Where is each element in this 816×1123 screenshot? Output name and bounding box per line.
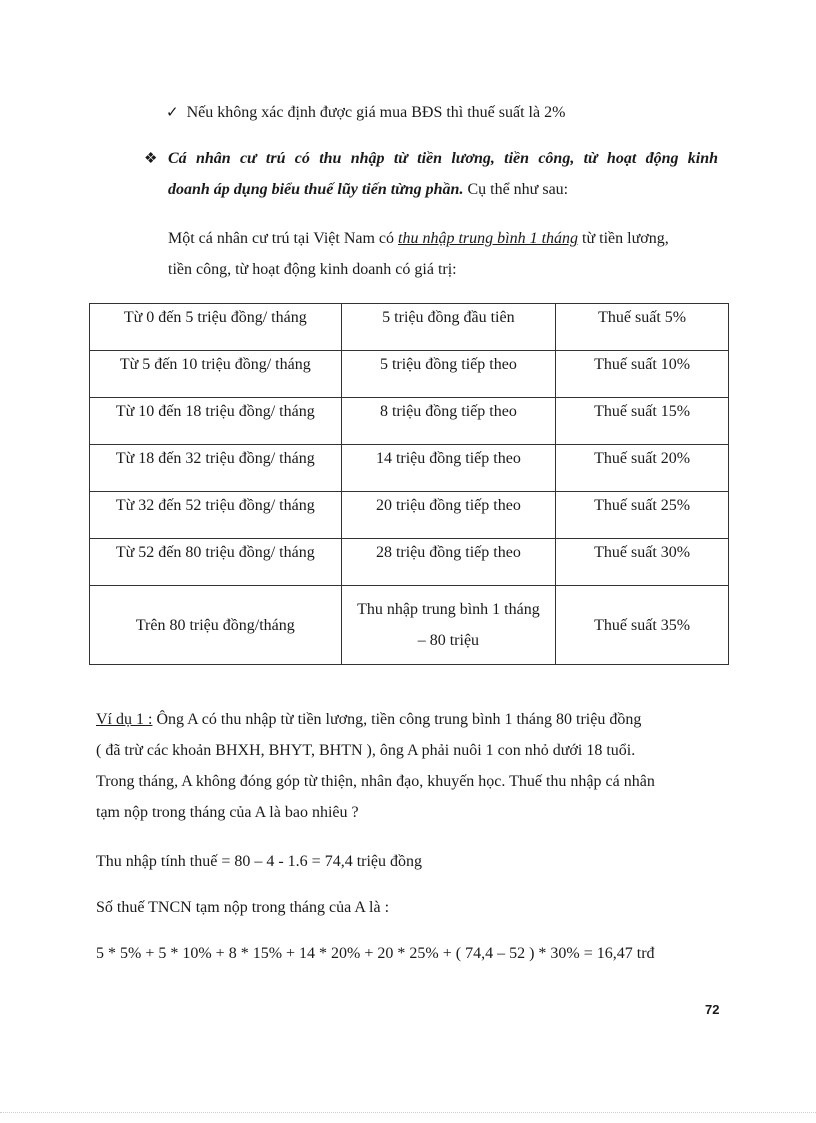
cell-portion: 8 triệu đồng tiếp theo [341, 398, 556, 445]
cell-range: Từ 5 đến 10 triệu đồng/ tháng [90, 351, 342, 398]
formula-line: 5 * 5% + 5 * 10% + 8 * 15% + 14 * 20% + 20 * 25% + ( 74,4 – 52 ) * 30% = 16,47 trđ [96, 945, 655, 962]
cell-portion: 20 triệu đồng tiếp theo [341, 492, 556, 539]
cell-range: Trên 80 triệu đồng/tháng [90, 586, 342, 665]
checkmark-bullet-line [166, 103, 565, 123]
cell-range: Từ 0 đến 5 triệu đồng/ tháng [90, 304, 342, 351]
cell-rate: Thuế suất 20% [556, 445, 729, 492]
cell-portion: 14 triệu đồng tiếp theo [341, 445, 556, 492]
cell-portion-line-2: – 80 triệu [417, 632, 480, 649]
checkmark-icon: ✓ [166, 105, 179, 121]
taxable-income-line: Thu nhập tính thuế = 80 – 4 - 1.6 = 74,4 triệu đồng [96, 853, 423, 870]
cell-rate: Thuế suất 10% [556, 351, 729, 398]
cell-portion: 5 triệu đồng đầu tiên [341, 304, 556, 351]
cell-portion [341, 586, 556, 665]
bold-heading-line-2 [168, 180, 568, 200]
cell-rate: Thuế suất 5% [556, 304, 729, 351]
bold-heading-emphasis: doanh áp dụng biểu thuế lũy tiến từng phần. [168, 181, 464, 198]
example-text-1: Ông A có thu nhập từ tiền lương, tiền công trung bình 1 tháng 80 triệu đồng [152, 711, 642, 728]
diamond-bullet-marker [144, 149, 157, 169]
table-row [90, 351, 729, 398]
intro-line-2: tiền công, từ hoạt động kinh doanh có giá trị: [168, 261, 457, 278]
cell-range: Từ 10 đến 18 triệu đồng/ tháng [90, 398, 342, 445]
tax-intro-line: Số thuế TNCN tạm nộp trong tháng của A là : [96, 899, 390, 916]
bold-heading-line-1: Cá nhân cư trú có thu nhập từ tiền lương, tiền công, từ hoạt động kinh [168, 150, 718, 167]
cell-range: Từ 32 đến 52 triệu đồng/ tháng [90, 492, 342, 539]
cell-range: Từ 18 đến 32 triệu đồng/ tháng [90, 445, 342, 492]
table-row [90, 539, 729, 586]
cell-rate: Thuế suất 15% [556, 398, 729, 445]
example-line-3: Trong tháng, A không đóng góp từ thiện, nhân đạo, khuyến học. Thuế thu nhập cá nhân [96, 773, 655, 790]
intro-prefix: Một cá nhân cư trú tại Việt Nam có [168, 230, 399, 247]
cell-range: Từ 52 đến 80 triệu đồng/ tháng [90, 539, 342, 586]
intro-line-1 [168, 229, 669, 249]
cell-portion-line-1: Thu nhập trung bình 1 tháng [357, 601, 540, 618]
example-line-1 [96, 710, 641, 730]
example-label: Ví dụ 1 : [96, 711, 153, 728]
intro-suffix: từ tiền lương, [578, 230, 669, 247]
table-row [90, 492, 729, 539]
checkmark-bullet-text: Nếu không xác định được giá mua BĐS thì thuế suất là 2% [186, 104, 566, 121]
table-row [90, 398, 729, 445]
tax-bracket-table [89, 303, 729, 665]
page-bottom-divider [0, 1112, 816, 1113]
table-row-last [90, 586, 729, 665]
cell-portion: 28 triệu đồng tiếp theo [341, 539, 556, 586]
cell-rate: Thuế suất 25% [556, 492, 729, 539]
table-row [90, 445, 729, 492]
four-diamond-bullet-icon: ❖ [144, 151, 158, 167]
example-line-2: ( đã trừ các khoản BHXH, BHYT, BHTN ), ông A phải nuôi 1 con nhỏ dưới 18 tuổi. [96, 742, 636, 759]
cell-portion: 5 triệu đồng tiếp theo [341, 351, 556, 398]
table-row [90, 304, 729, 351]
cell-rate: Thuế suất 30% [556, 539, 729, 586]
cell-rate: Thuế suất 35% [556, 586, 729, 665]
page-number: 72 [705, 1002, 720, 1017]
heading-tail: Cụ thể như sau: [463, 181, 569, 198]
intro-emphasis: thu nhập trung bình 1 tháng [398, 230, 579, 247]
example-line-4: tạm nộp trong tháng của A là bao nhiêu ? [96, 804, 359, 821]
